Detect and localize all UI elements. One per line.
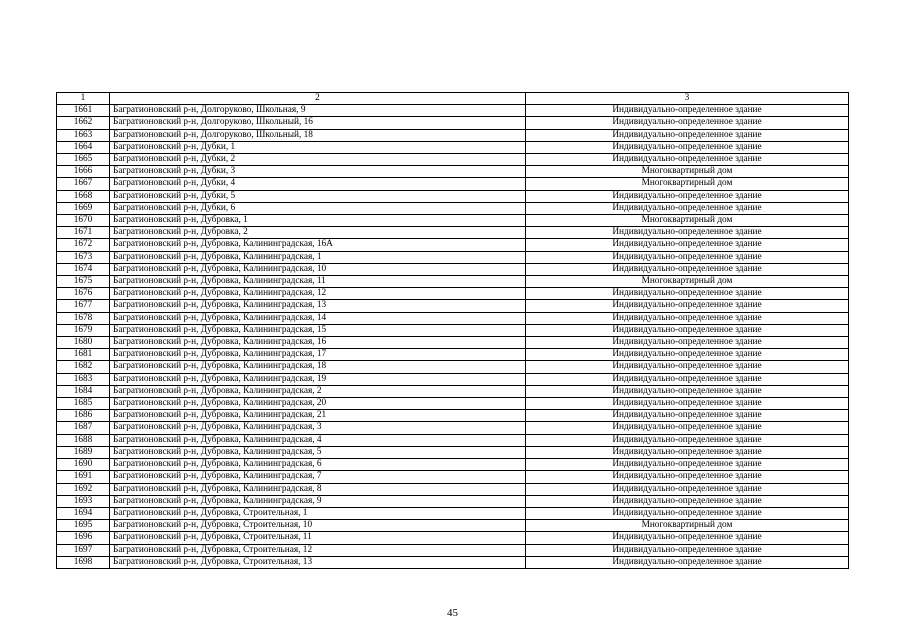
row-number-cell: 1668 [57,190,110,202]
row-number-cell: 1688 [57,434,110,446]
table-row [57,239,849,251]
object-type-cell: Индивидуально-определенное здание [526,300,849,312]
object-type-cell: Индивидуально-определенное здание [526,227,849,239]
row-number-cell: 1696 [57,532,110,544]
registry-table-body [57,93,849,569]
object-type-cell: Индивидуально-определенное здание [526,446,849,458]
row-number-cell: 1685 [57,398,110,410]
row-number-cell: 1670 [57,215,110,227]
object-type-cell: Индивидуально-определенное здание [526,251,849,263]
row-number-cell: 1679 [57,324,110,336]
address-cell: Багратионовский р-н, Дубровка, 1 [110,215,526,227]
table-row [57,446,849,458]
registry-table [56,92,849,569]
address-cell: Багратионовский р-н, Дубровка, Калининградская, 12 [110,288,526,300]
object-type-cell: Индивидуально-определенное здание [526,434,849,446]
table-row [57,129,849,141]
row-number-cell: 1677 [57,300,110,312]
table-row [57,227,849,239]
table-row [57,312,849,324]
object-type-cell: Индивидуально-определенное здание [526,507,849,519]
address-cell: Багратионовский р-н, Дубровка, Калининградская, 9 [110,495,526,507]
row-number-cell: 1676 [57,288,110,300]
address-cell: Багратионовский р-н, Дубровка, Калининградская, 14 [110,312,526,324]
table-row [57,361,849,373]
table-row [57,434,849,446]
object-type-cell: Индивидуально-определенное здание [526,471,849,483]
object-type-cell: Индивидуально-определенное здание [526,385,849,397]
object-type-cell: Индивидуально-определенное здание [526,373,849,385]
table-row [57,410,849,422]
table-row [57,495,849,507]
address-cell: Багратионовский р-н, Дубровка, Строительная, 10 [110,520,526,532]
address-cell: Багратионовский р-н, Дубровка, 2 [110,227,526,239]
table-row [57,178,849,190]
address-cell: Багратионовский р-н, Дубровка, Калининградская, 11 [110,276,526,288]
address-cell: Багратионовский р-н, Дубровка, Калининградская, 16А [110,239,526,251]
address-cell: Багратионовский р-н, Дубровка, Калининградская, 15 [110,324,526,336]
row-number-cell: 1698 [57,556,110,568]
object-type-cell: Индивидуально-определенное здание [526,532,849,544]
address-cell: Багратионовский р-н, Дубровка, Калининградская, 19 [110,373,526,385]
row-number-cell: 1689 [57,446,110,458]
address-cell: Багратионовский р-н, Дубровка, Калининградская, 13 [110,300,526,312]
column-header-3: 3 [526,93,849,105]
address-cell: Багратионовский р-н, Дубровка, Калининградская, 18 [110,361,526,373]
address-cell: Багратионовский р-н, Дубровка, Калининградская, 17 [110,349,526,361]
address-cell: Багратионовский р-н, Дубровка, Калининградская, 6 [110,459,526,471]
table-row [57,337,849,349]
address-cell: Багратионовский р-н, Дубровка, Калининградская, 4 [110,434,526,446]
address-cell: Багратионовский р-н, Дубровка, Строительная, 12 [110,544,526,556]
object-type-cell: Индивидуально-определенное здание [526,117,849,129]
address-cell: Багратионовский р-н, Дубровка, Строительная, 1 [110,507,526,519]
row-number-cell: 1672 [57,239,110,251]
table-row [57,141,849,153]
object-type-cell: Индивидуально-определенное здание [526,263,849,275]
table-row [57,471,849,483]
row-number-cell: 1674 [57,263,110,275]
table-row [57,385,849,397]
object-type-cell: Индивидуально-определенное здание [526,337,849,349]
object-type-cell: Индивидуально-определенное здание [526,239,849,251]
row-number-cell: 1665 [57,154,110,166]
row-number-cell: 1694 [57,507,110,519]
object-type-cell: Индивидуально-определенное здание [526,556,849,568]
object-type-cell: Многоквартирный дом [526,276,849,288]
table-row [57,154,849,166]
object-type-cell: Индивидуально-определенное здание [526,398,849,410]
row-number-cell: 1692 [57,483,110,495]
object-type-cell: Многоквартирный дом [526,520,849,532]
object-type-cell: Индивидуально-определенное здание [526,105,849,117]
row-number-cell: 1697 [57,544,110,556]
address-cell: Багратионовский р-н, Дубровка, Калининградская, 2 [110,385,526,397]
row-number-cell: 1683 [57,373,110,385]
table-row [57,117,849,129]
table-row [57,556,849,568]
address-cell: Багратионовский р-н, Дубки, 1 [110,141,526,153]
address-cell: Багратионовский р-н, Дубровка, Калининградская, 10 [110,263,526,275]
row-number-cell: 1675 [57,276,110,288]
address-cell: Багратионовский р-н, Дубровка, Строительная, 13 [110,556,526,568]
address-cell: Багратионовский р-н, Дубровка, Калининградская, 3 [110,422,526,434]
table-row [57,215,849,227]
row-number-cell: 1695 [57,520,110,532]
row-number-cell: 1666 [57,166,110,178]
table-row [57,300,849,312]
table-row [57,251,849,263]
table-row [57,507,849,519]
address-cell: Багратионовский р-н, Дубровка, Калининградская, 7 [110,471,526,483]
object-type-cell: Индивидуально-определенное здание [526,312,849,324]
row-number-cell: 1693 [57,495,110,507]
address-cell: Багратионовский р-н, Дубки, 2 [110,154,526,166]
table-row [57,263,849,275]
table-row [57,532,849,544]
registry-table-container [56,92,848,569]
column-header-1: 1 [57,93,110,105]
row-number-cell: 1686 [57,410,110,422]
address-cell: Багратионовский р-н, Дубровка, Строительная, 11 [110,532,526,544]
row-number-cell: 1682 [57,361,110,373]
table-row [57,544,849,556]
object-type-cell: Многоквартирный дом [526,178,849,190]
address-cell: Багратионовский р-н, Дубровка, Калининградская, 21 [110,410,526,422]
table-row [57,373,849,385]
object-type-cell: Многоквартирный дом [526,215,849,227]
object-type-cell: Индивидуально-определенное здание [526,495,849,507]
table-row [57,422,849,434]
column-header-2: 2 [110,93,526,105]
object-type-cell: Индивидуально-определенное здание [526,349,849,361]
object-type-cell: Индивидуально-определенное здание [526,202,849,214]
address-cell: Багратионовский р-н, Дубки, 6 [110,202,526,214]
row-number-cell: 1667 [57,178,110,190]
table-row [57,324,849,336]
row-number-cell: 1662 [57,117,110,129]
table-row [57,202,849,214]
object-type-cell: Индивидуально-определенное здание [526,422,849,434]
table-row [57,459,849,471]
table-row [57,398,849,410]
row-number-cell: 1684 [57,385,110,397]
object-type-cell: Индивидуально-определенное здание [526,544,849,556]
address-cell: Багратионовский р-н, Дубки, 5 [110,190,526,202]
table-row [57,483,849,495]
table-row [57,190,849,202]
address-cell: Багратионовский р-н, Долгоруково, Школьный, 16 [110,117,526,129]
row-number-cell: 1678 [57,312,110,324]
object-type-cell: Индивидуально-определенное здание [526,288,849,300]
address-cell: Багратионовский р-н, Долгоруково, Школьная, 9 [110,105,526,117]
address-cell: Багратионовский р-н, Дубки, 3 [110,166,526,178]
address-cell: Багратионовский р-н, Долгоруково, Школьный, 18 [110,129,526,141]
row-number-cell: 1661 [57,105,110,117]
object-type-cell: Индивидуально-определенное здание [526,129,849,141]
object-type-cell: Индивидуально-определенное здание [526,410,849,422]
object-type-cell: Индивидуально-определенное здание [526,190,849,202]
object-type-cell: Индивидуально-определенное здание [526,483,849,495]
row-number-cell: 1690 [57,459,110,471]
address-cell: Багратионовский р-н, Дубровка, Калининградская, 16 [110,337,526,349]
object-type-cell: Индивидуально-определенное здание [526,324,849,336]
object-type-cell: Индивидуально-определенное здание [526,141,849,153]
row-number-cell: 1680 [57,337,110,349]
row-number-cell: 1681 [57,349,110,361]
object-type-cell: Многоквартирный дом [526,166,849,178]
row-number-cell: 1669 [57,202,110,214]
address-cell: Багратионовский р-н, Дубровка, Калининградская, 1 [110,251,526,263]
table-row [57,276,849,288]
table-row [57,166,849,178]
row-number-cell: 1687 [57,422,110,434]
table-row [57,288,849,300]
table-row [57,105,849,117]
object-type-cell: Индивидуально-определенное здание [526,154,849,166]
row-number-cell: 1663 [57,129,110,141]
page-number: 45 [447,607,458,619]
address-cell: Багратионовский р-н, Дубровка, Калининградская, 20 [110,398,526,410]
table-header-row [57,93,849,105]
row-number-cell: 1691 [57,471,110,483]
table-row [57,349,849,361]
address-cell: Багратионовский р-н, Дубровка, Калининградская, 8 [110,483,526,495]
row-number-cell: 1664 [57,141,110,153]
row-number-cell: 1671 [57,227,110,239]
table-row [57,520,849,532]
row-number-cell: 1673 [57,251,110,263]
address-cell: Багратионовский р-н, Дубки, 4 [110,178,526,190]
object-type-cell: Индивидуально-определенное здание [526,459,849,471]
object-type-cell: Индивидуально-определенное здание [526,361,849,373]
address-cell: Багратионовский р-н, Дубровка, Калининградская, 5 [110,446,526,458]
